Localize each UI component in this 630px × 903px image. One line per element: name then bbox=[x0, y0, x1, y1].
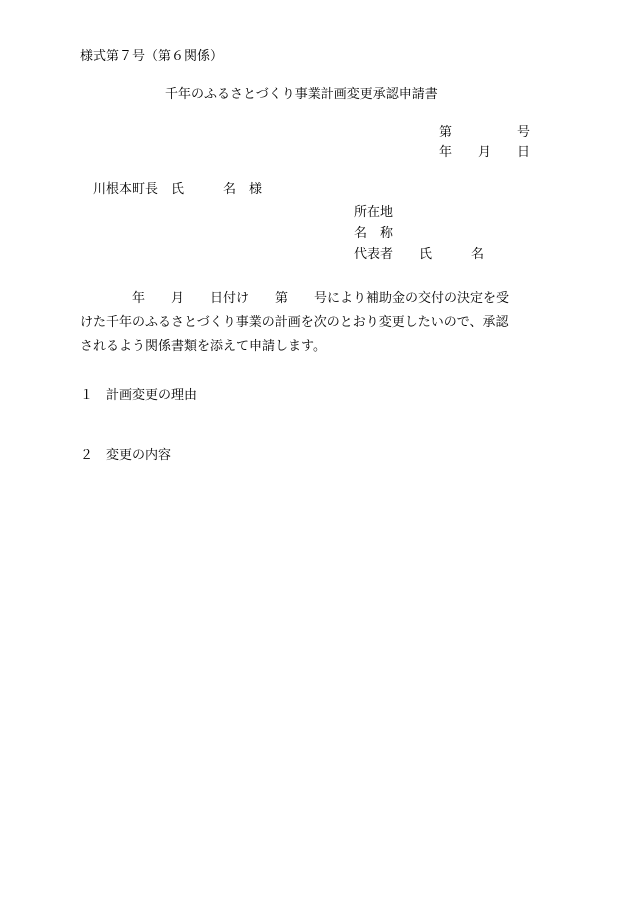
document-number: 第 号 bbox=[439, 125, 531, 140]
request-body bbox=[80, 287, 560, 359]
applicant-address-label: 所在地 bbox=[354, 205, 394, 220]
applicant-name-label: 名 称 bbox=[354, 226, 394, 241]
addressee: 川根本町長 氏 名 様 bbox=[93, 182, 263, 197]
body-line: けた千年のふるさとづくり事業の計画を次のとおり変更したいので、承認 bbox=[80, 315, 509, 330]
body-line: されるよう関係書類を添えて申請します。 bbox=[80, 339, 326, 354]
section-change-reason: １ 計画変更の理由 bbox=[80, 388, 198, 403]
applicant-representative-label: 代表者 氏 名 bbox=[354, 247, 485, 262]
section-change-content: ２ 変更の内容 bbox=[80, 448, 172, 463]
form-label: 様式第７号（第６関係） bbox=[80, 49, 224, 64]
document-date: 年 月 日 bbox=[439, 145, 531, 160]
document-title: 千年のふるさとづくり事業計画変更承認申請書 bbox=[165, 87, 438, 102]
body-line: 年 月 日付け 第 号により補助金の交付の決定を受 bbox=[80, 291, 510, 306]
